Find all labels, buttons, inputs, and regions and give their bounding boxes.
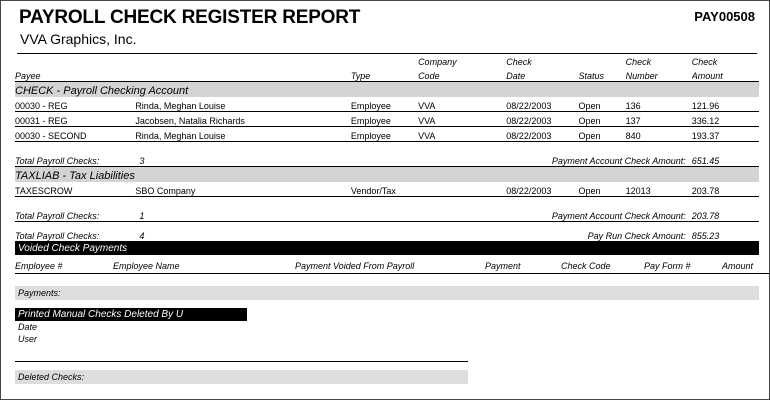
- col-payee: Payee: [15, 67, 135, 82]
- cell-type: Vendor/Tax: [351, 182, 418, 197]
- grand-total-amount-label: Pay Run Check Amount:: [506, 222, 691, 242]
- cell-status: Open: [578, 182, 625, 197]
- col-number-top: Check: [625, 57, 652, 67]
- group-total-row: [15, 147, 759, 167]
- col-type-top: [351, 54, 418, 67]
- cell-check-date: 08/22/2003: [506, 127, 578, 142]
- group-banner: [15, 82, 759, 98]
- col-payment: Payment: [485, 255, 561, 274]
- column-header-row: [15, 67, 759, 82]
- cell-payee: TAXESCROW: [15, 182, 135, 197]
- grand-total-label: Total Payroll Checks:: [15, 222, 135, 242]
- grand-total-amount: 855.23: [692, 222, 759, 242]
- group-banner: [15, 167, 759, 183]
- col-employee-name: Employee Name: [113, 255, 295, 274]
- col-company-top: Company: [418, 57, 457, 67]
- deleted-checks-gap: [15, 362, 759, 370]
- cell-check-date: 08/22/2003: [506, 112, 578, 127]
- cell-type: Employee: [351, 97, 418, 112]
- date-label: Date: [18, 322, 38, 332]
- group-banner-label: CHECK - Payroll Checking Account: [15, 82, 759, 98]
- cell-check-number: 840: [626, 127, 692, 142]
- cell-check-amount: 336.12: [692, 112, 759, 127]
- cell-check-amount: 121.96: [692, 97, 759, 112]
- total-amount-label: Payment Account Check Amount:: [506, 202, 691, 222]
- cell-check-number: 137: [626, 112, 692, 127]
- voided-column-header-row: [15, 255, 770, 274]
- deleted-section-gap: [15, 300, 759, 308]
- cell-name: Rinda, Meghan Louise: [135, 127, 351, 142]
- cell-status: Open: [578, 112, 625, 127]
- group-total-row: [15, 202, 759, 222]
- payments-label: Payments:: [15, 286, 759, 300]
- cell-name: SBO Company: [135, 182, 351, 197]
- col-company-code: Code: [418, 67, 506, 82]
- cell-status: Open: [578, 97, 625, 112]
- cell-payee: 00030 - REG: [15, 97, 135, 112]
- voided-payments-table: [15, 255, 770, 274]
- col-check-code: Check Code: [561, 255, 644, 274]
- grand-total-row: [15, 222, 759, 242]
- col-check-amount: Amount: [692, 67, 759, 82]
- cell-check-number: 12013: [626, 182, 692, 197]
- register-table: [15, 54, 759, 242]
- total-label: Total Payroll Checks:: [15, 202, 135, 222]
- total-count: 3: [135, 147, 351, 167]
- col-pay-form-number: Pay Form #: [644, 255, 722, 274]
- deleted-body-gap: [15, 345, 759, 361]
- cell-type: Employee: [351, 127, 418, 142]
- table-row: [15, 127, 759, 142]
- total-amount: 651.45: [692, 147, 759, 167]
- col-check-top: Check: [506, 57, 532, 67]
- col-amount-top: Check: [691, 57, 718, 67]
- cell-type: Employee: [351, 112, 418, 127]
- total-amount-label: Payment Account Check Amount:: [506, 147, 691, 167]
- col-employee-number: Employee #: [15, 255, 113, 274]
- voided-check-payments-banner: Voided Check Payments: [15, 242, 759, 255]
- total-label: Total Payroll Checks:: [15, 147, 135, 167]
- total-amount: 203.78: [692, 202, 759, 222]
- column-header-top-row: [15, 54, 759, 67]
- table-row: [15, 97, 759, 112]
- report-body: [1, 1, 769, 399]
- cell-company-code: VVA: [418, 127, 506, 142]
- cell-check-date: 08/22/2003: [506, 182, 578, 197]
- table-row: [15, 112, 759, 127]
- page-title: PAYROLL CHECK REGISTER REPORT: [19, 7, 361, 28]
- cell-name: Jacobsen, Natalia Richards: [135, 112, 351, 127]
- cell-company-code: [418, 182, 506, 197]
- col-name: [135, 67, 351, 82]
- cell-check-amount: 193.37: [692, 127, 759, 142]
- col-name-top: [135, 54, 351, 67]
- cell-check-date: 08/22/2003: [506, 97, 578, 112]
- printed-manual-checks-deleted-banner: Printed Manual Checks Deleted By U: [15, 308, 247, 321]
- cell-company-code: VVA: [418, 112, 506, 127]
- cell-payee: 00031 - REG: [15, 112, 135, 127]
- grand-total-count: 4: [135, 222, 351, 242]
- company-name: VVA Graphics, Inc.: [20, 31, 137, 47]
- cell-check-amount: 203.78: [692, 182, 759, 197]
- deleted-checks-label: Deleted Checks:: [15, 370, 468, 384]
- col-payment-voided-from-payroll: Payment Voided From Payroll: [295, 255, 485, 274]
- report-header: [15, 1, 759, 53]
- cell-company-code: VVA: [418, 97, 506, 112]
- col-status: Status: [578, 67, 625, 82]
- cell-check-number: 136: [626, 97, 692, 112]
- voided-empty-body: [15, 274, 759, 286]
- total-count: 1: [135, 202, 351, 222]
- col-check-number: Number: [626, 67, 692, 82]
- col-payee-top: [15, 54, 135, 67]
- col-type: Type: [351, 67, 418, 82]
- cell-name: Rinda, Meghan Louise: [135, 97, 351, 112]
- col-voided-amount: Amount: [722, 255, 770, 274]
- cell-status: Open: [578, 127, 625, 142]
- report-id: PAY00508: [694, 9, 755, 24]
- col-status-top: [578, 54, 625, 67]
- cell-payee: 00030 - SECOND: [15, 127, 135, 142]
- group-banner-label: TAXLIAB - Tax Liabilities: [15, 167, 759, 183]
- col-check-date: Date: [506, 67, 578, 82]
- table-row: [15, 182, 759, 197]
- user-label: User: [18, 334, 38, 344]
